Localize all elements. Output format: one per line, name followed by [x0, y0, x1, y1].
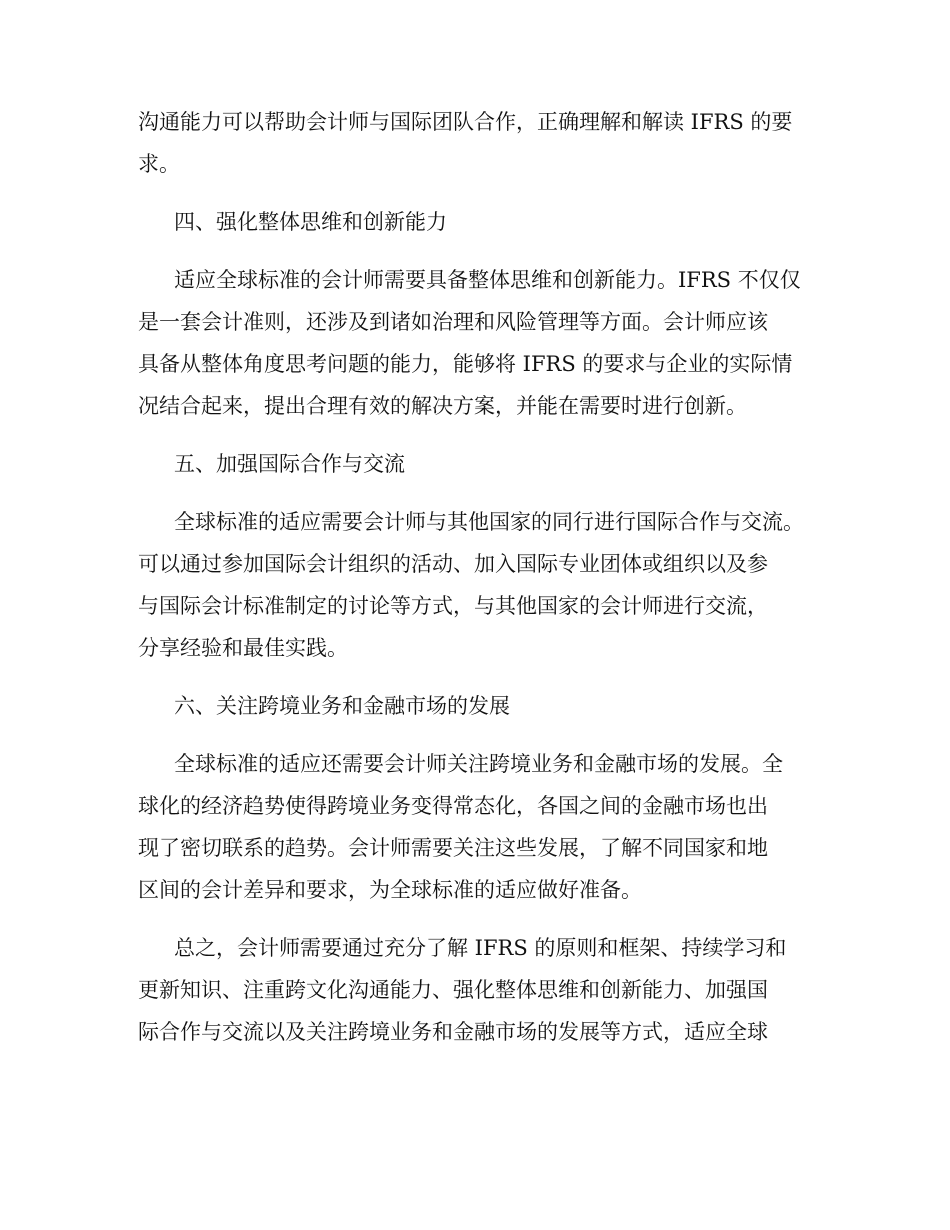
paragraph-line: 况结合起来，提出合理有效的解决方案，并能在需要时进行创新。	[138, 394, 747, 418]
paragraph-line: 与国际会计标准制定的讨论等方式，与其他国家的会计师进行交流，	[138, 594, 768, 618]
paragraph-line: 沟通能力可以帮助会计师与国际团队合作，正确理解和解读 IFRS 的要	[138, 110, 793, 134]
paragraph-line: 分享经验和最佳实践。	[138, 636, 348, 660]
paragraph-line: 全球标准的适应还需要会计师关注跨境业务和金融市场的发展。全	[174, 752, 783, 776]
paragraph-line: 全球标准的适应需要会计师与其他国家的同行进行国际合作与交流。	[174, 510, 804, 534]
section-heading: 五、加强国际合作与交流	[174, 452, 405, 476]
paragraph-line: 可以通过参加国际会计组织的活动、加入国际专业团体或组织以及参	[138, 552, 768, 576]
paragraph-line: 现了密切联系的趋势。会计师需要关注这些发展，了解不同国家和地	[138, 836, 768, 860]
paragraph-line: 总之，会计师需要通过充分了解 IFRS 的原则和框架、持续学习和	[174, 936, 787, 960]
paragraph-line: 更新知识、注重跨文化沟通能力、强化整体思维和创新能力、加强国	[138, 978, 768, 1002]
paragraph-line: 具备从整体角度思考问题的能力，能够将 IFRS 的要求与企业的实际情	[138, 352, 793, 376]
section-heading: 六、关注跨境业务和金融市场的发展	[174, 694, 510, 718]
paragraph-line: 际合作与交流以及关注跨境业务和金融市场的发展等方式，适应全球	[138, 1020, 768, 1044]
section-heading: 四、强化整体思维和创新能力	[174, 210, 447, 234]
paragraph-line: 球化的经济趋势使得跨境业务变得常态化，各国之间的金融市场也出	[138, 794, 768, 818]
paragraph-line: 是一套会计准则，还涉及到诸如治理和风险管理等方面。会计师应该	[138, 310, 768, 334]
paragraph-line: 适应全球标准的会计师需要具备整体思维和创新能力。IFRS 不仅仅	[174, 268, 801, 292]
paragraph-line: 求。	[138, 152, 180, 176]
paragraph-line: 区间的会计差异和要求，为全球标准的适应做好准备。	[138, 878, 642, 902]
